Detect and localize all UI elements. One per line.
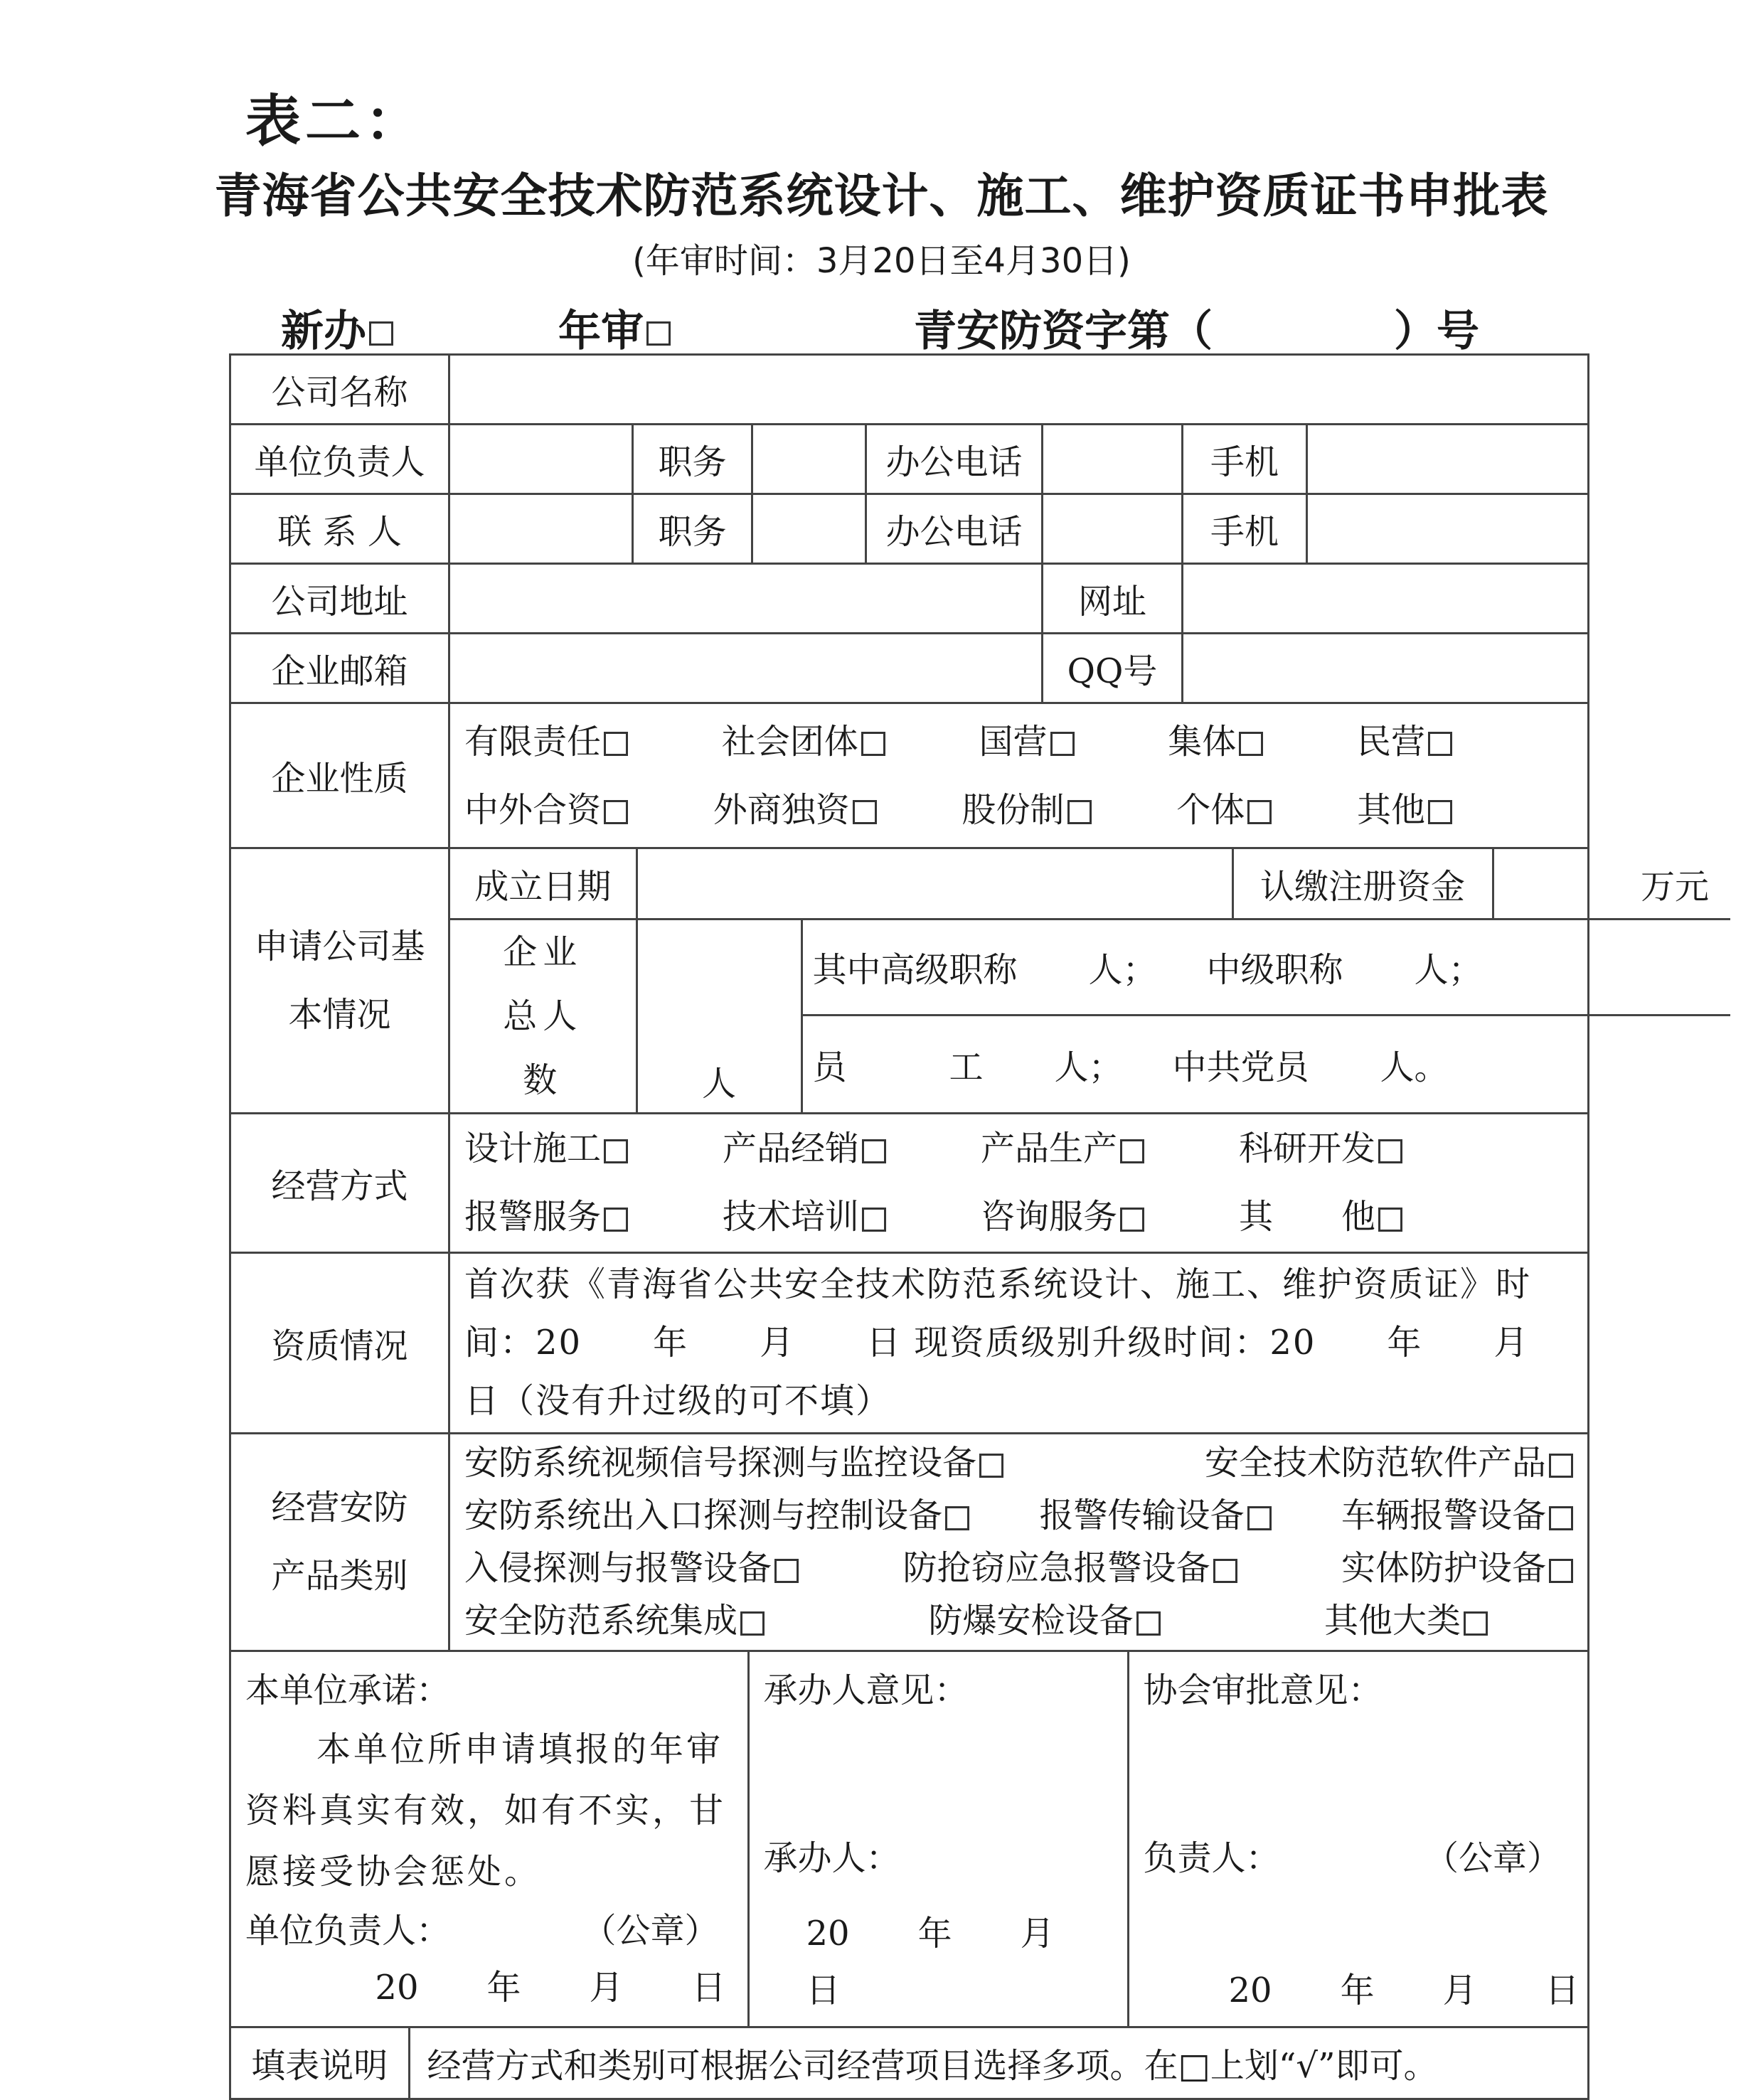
contact-mobile-field[interactable] [1307, 494, 1589, 564]
product-option[interactable]: 入侵探测与报警设备 [464, 1542, 799, 1594]
qualification-label: 资质情况 [230, 1252, 449, 1433]
company-name-field[interactable] [449, 355, 1589, 425]
contact-mobile-label: 手机 [1183, 494, 1307, 564]
handler-sign: 承办人： [763, 1838, 900, 1878]
capital-label: 认缴注册资金 [1232, 849, 1493, 919]
note-label: 填表说明 [231, 2028, 409, 2098]
checkbox[interactable] [1067, 800, 1092, 824]
association-opinion-cell[interactable] [1128, 1652, 1589, 2026]
checkbox[interactable] [945, 1506, 969, 1530]
checkbox[interactable] [604, 1139, 628, 1163]
cert-number-prefix: 青安防资字第（ [914, 307, 1213, 356]
checkbox[interactable] [862, 1208, 886, 1232]
legal-person-label: 单位负责人 [230, 425, 449, 494]
checkbox[interactable] [1549, 1506, 1573, 1530]
checkbox[interactable] [1378, 1208, 1402, 1232]
sep: 人； [1088, 950, 1157, 991]
product-option[interactable]: 安防系统出入口探测与控制设备 [464, 1489, 969, 1542]
cert-number-suffix: ）号 [1394, 307, 1479, 356]
annual-review-option[interactable] [558, 297, 671, 358]
nature-options [449, 703, 1589, 848]
qq-label: QQ号 [1043, 634, 1183, 703]
nature-option[interactable]: 社会团体 [722, 708, 885, 776]
checkbox[interactable] [1050, 732, 1075, 756]
operation-option[interactable]: 产品经销 [723, 1114, 886, 1183]
product-option[interactable]: 安全防范系统集成 [464, 1594, 765, 1647]
checkbox[interactable] [1120, 1208, 1144, 1232]
nature-option[interactable]: 集体 [1168, 708, 1263, 776]
operation-option[interactable]: 报警服务 [464, 1183, 628, 1251]
email-label: 企业邮箱 [230, 634, 449, 703]
legal-sign-row: 单位负责人： （公章） [245, 1910, 719, 1951]
legal-position-field[interactable] [752, 425, 866, 494]
unit-promise-cell [231, 1652, 748, 2026]
operation-option[interactable]: 其 他 [1239, 1183, 1402, 1251]
operation-option[interactable]: 技术培训 [723, 1183, 886, 1251]
new-application-option[interactable] [281, 297, 393, 358]
form-subtitle: (年审时间：3月20日至4月30日) [632, 241, 1131, 281]
nature-option[interactable]: 民营 [1357, 708, 1452, 776]
operation-label: 经营方式 [230, 1113, 449, 1252]
checkbox[interactable] [1549, 1559, 1573, 1583]
annual-checkbox[interactable] [646, 321, 671, 346]
address-label: 公司地址 [230, 564, 449, 634]
checkbox[interactable] [604, 732, 628, 756]
checkbox[interactable] [1378, 1139, 1402, 1163]
checkbox[interactable] [1213, 1559, 1237, 1583]
legal-office-phone-field[interactable] [1043, 425, 1183, 494]
address-field[interactable] [449, 564, 1043, 634]
handler-date: 20 年 月 日 [806, 1913, 1123, 2010]
checkbox[interactable] [604, 800, 628, 824]
capital-unit: 万元 [1641, 866, 1710, 907]
note-row [230, 2027, 1589, 2099]
middle-title-label: 中级职称 [1206, 950, 1343, 991]
checkbox[interactable] [1247, 800, 1272, 824]
website-field[interactable] [1183, 564, 1589, 634]
association-sign-row: 负责人： （公章） [1143, 1838, 1561, 1878]
legal-person-field[interactable] [449, 425, 633, 494]
operation-option[interactable]: 设计施工 [464, 1114, 628, 1183]
nature-option[interactable]: 其他 [1357, 776, 1452, 844]
contact-office-phone-field[interactable] [1043, 494, 1183, 564]
product-option[interactable]: 防爆安检设备 [929, 1594, 1161, 1647]
checkbox[interactable] [604, 1208, 628, 1232]
handler-opinion-cell[interactable] [748, 1652, 1128, 2026]
checkbox[interactable] [1239, 732, 1263, 756]
form-title: 青海省公共安全技术防范系统设计、施工、维护资质证书申批表 [214, 169, 1549, 223]
sep: 人； [1054, 1047, 1123, 1087]
operation-option[interactable]: 咨询服务 [981, 1183, 1144, 1251]
page-heading: 表二： [245, 90, 425, 154]
legal-position-label: 职务 [633, 425, 752, 494]
qq-field[interactable] [1183, 634, 1589, 703]
contact-position-field[interactable] [752, 494, 866, 564]
legal-office-phone-label: 办公电话 [866, 425, 1043, 494]
checkbox[interactable] [861, 732, 885, 756]
operation-options [449, 1113, 1589, 1252]
person-unit: 人 [701, 1063, 736, 1104]
email-field[interactable] [449, 634, 1043, 703]
note-text: 经营方式和类别可根据公司经营项目选择多项。在□上划“√”即可。 [427, 2046, 1438, 2086]
nature-option[interactable]: 外商独资 [713, 776, 877, 844]
contact-position-label: 职务 [633, 494, 752, 564]
promise-date[interactable]: 20 年 月 日 [375, 1967, 726, 2008]
checkbox[interactable] [1120, 1139, 1144, 1163]
capital-field[interactable] [1493, 849, 1730, 919]
product-option[interactable]: 安防系统视频信号探测与监控设备 [464, 1437, 1003, 1489]
promise-title: 本单位承诺： [245, 1670, 451, 1710]
product-option[interactable]: 其他大类 [1324, 1594, 1488, 1647]
nature-option[interactable]: 个体 [1176, 776, 1272, 844]
new-label: 新办 [281, 307, 366, 356]
checkbox[interactable] [1464, 1611, 1488, 1636]
operation-option[interactable]: 科研开发 [1239, 1114, 1402, 1183]
promise-text: 本单位所申请填报的年审资料真实有效，如有不实，甘愿接受协会惩处。 [245, 1729, 727, 1892]
application-form-table [229, 353, 1710, 2100]
website-label: 网址 [1043, 564, 1183, 634]
founded-field[interactable] [637, 849, 1232, 919]
staff-party-row [801, 1016, 1730, 1112]
checkbox[interactable] [862, 1139, 886, 1163]
checkbox[interactable] [1428, 800, 1452, 824]
legal-mobile-label: 手机 [1183, 425, 1307, 494]
contact-label: 联 系 人 [230, 494, 449, 564]
qualification-text: 首次获《青海省公共安全技术防范系统设计、施工、维护资质证》时间：20 年 月 日 现资质级别升级时间：20 年 月 日（没有升过级的可不填） [449, 1252, 1589, 1433]
checkbox[interactable] [1428, 732, 1452, 756]
checkbox[interactable] [1549, 1454, 1573, 1478]
products-options [449, 1433, 1589, 1651]
product-option[interactable]: 实体防护设备 [1341, 1542, 1573, 1594]
company-name-label: 公司名称 [230, 355, 449, 425]
nature-option[interactable]: 有限责任 [464, 708, 628, 776]
nature-label: 企业性质 [230, 703, 449, 848]
checkbox[interactable] [1136, 1611, 1161, 1636]
annual-label: 年审 [558, 307, 644, 356]
total-staff-field[interactable] [637, 919, 801, 1112]
nature-option[interactable]: 股份制 [962, 776, 1092, 844]
senior-title-label: 其中高级职称 [812, 950, 1018, 991]
products-label: 经营安防产品类别 [230, 1433, 449, 1651]
handler-opinion-title: 承办人意见： [763, 1670, 969, 1710]
founded-label: 成立日期 [450, 849, 637, 919]
operation-option[interactable]: 产品生产 [981, 1114, 1144, 1183]
product-option[interactable]: 防抢窃应急报警设备 [903, 1542, 1237, 1594]
nature-option[interactable]: 国营 [979, 708, 1075, 776]
end: 人。 [1380, 1047, 1449, 1087]
checkbox[interactable] [1247, 1506, 1272, 1530]
contact-office-phone-label: 办公电话 [866, 494, 1043, 564]
new-checkbox[interactable] [369, 321, 393, 346]
association-opinion-title: 协会审批意见： [1143, 1670, 1383, 1710]
basic-info-label: 申请公司基本情况 [230, 848, 449, 1114]
nature-option[interactable]: 中外合资 [464, 776, 628, 844]
checkbox[interactable] [740, 1611, 765, 1636]
association-date: 20 年 月 日 [1228, 1970, 1580, 2010]
checkbox[interactable] [774, 1559, 799, 1583]
senior-middle-row [801, 919, 1730, 1016]
approval-section [230, 1651, 1589, 2027]
product-option[interactable]: 报警传输设备 [1040, 1489, 1272, 1542]
legal-mobile-field[interactable] [1307, 425, 1589, 494]
contact-field[interactable] [449, 494, 633, 564]
product-option[interactable]: 车辆报警设备 [1341, 1489, 1573, 1542]
party-member-label: 中共党员 [1172, 1047, 1309, 1087]
product-option[interactable]: 安全技术防范软件产品 [1205, 1437, 1573, 1489]
total-staff-label: 企业总人数 [450, 919, 637, 1112]
sep: 人； [1414, 950, 1483, 991]
checkbox[interactable] [979, 1454, 1003, 1478]
staff-label: 员 工 [812, 1047, 984, 1087]
basic-info-block [449, 848, 1710, 1114]
checkbox[interactable] [853, 800, 877, 824]
